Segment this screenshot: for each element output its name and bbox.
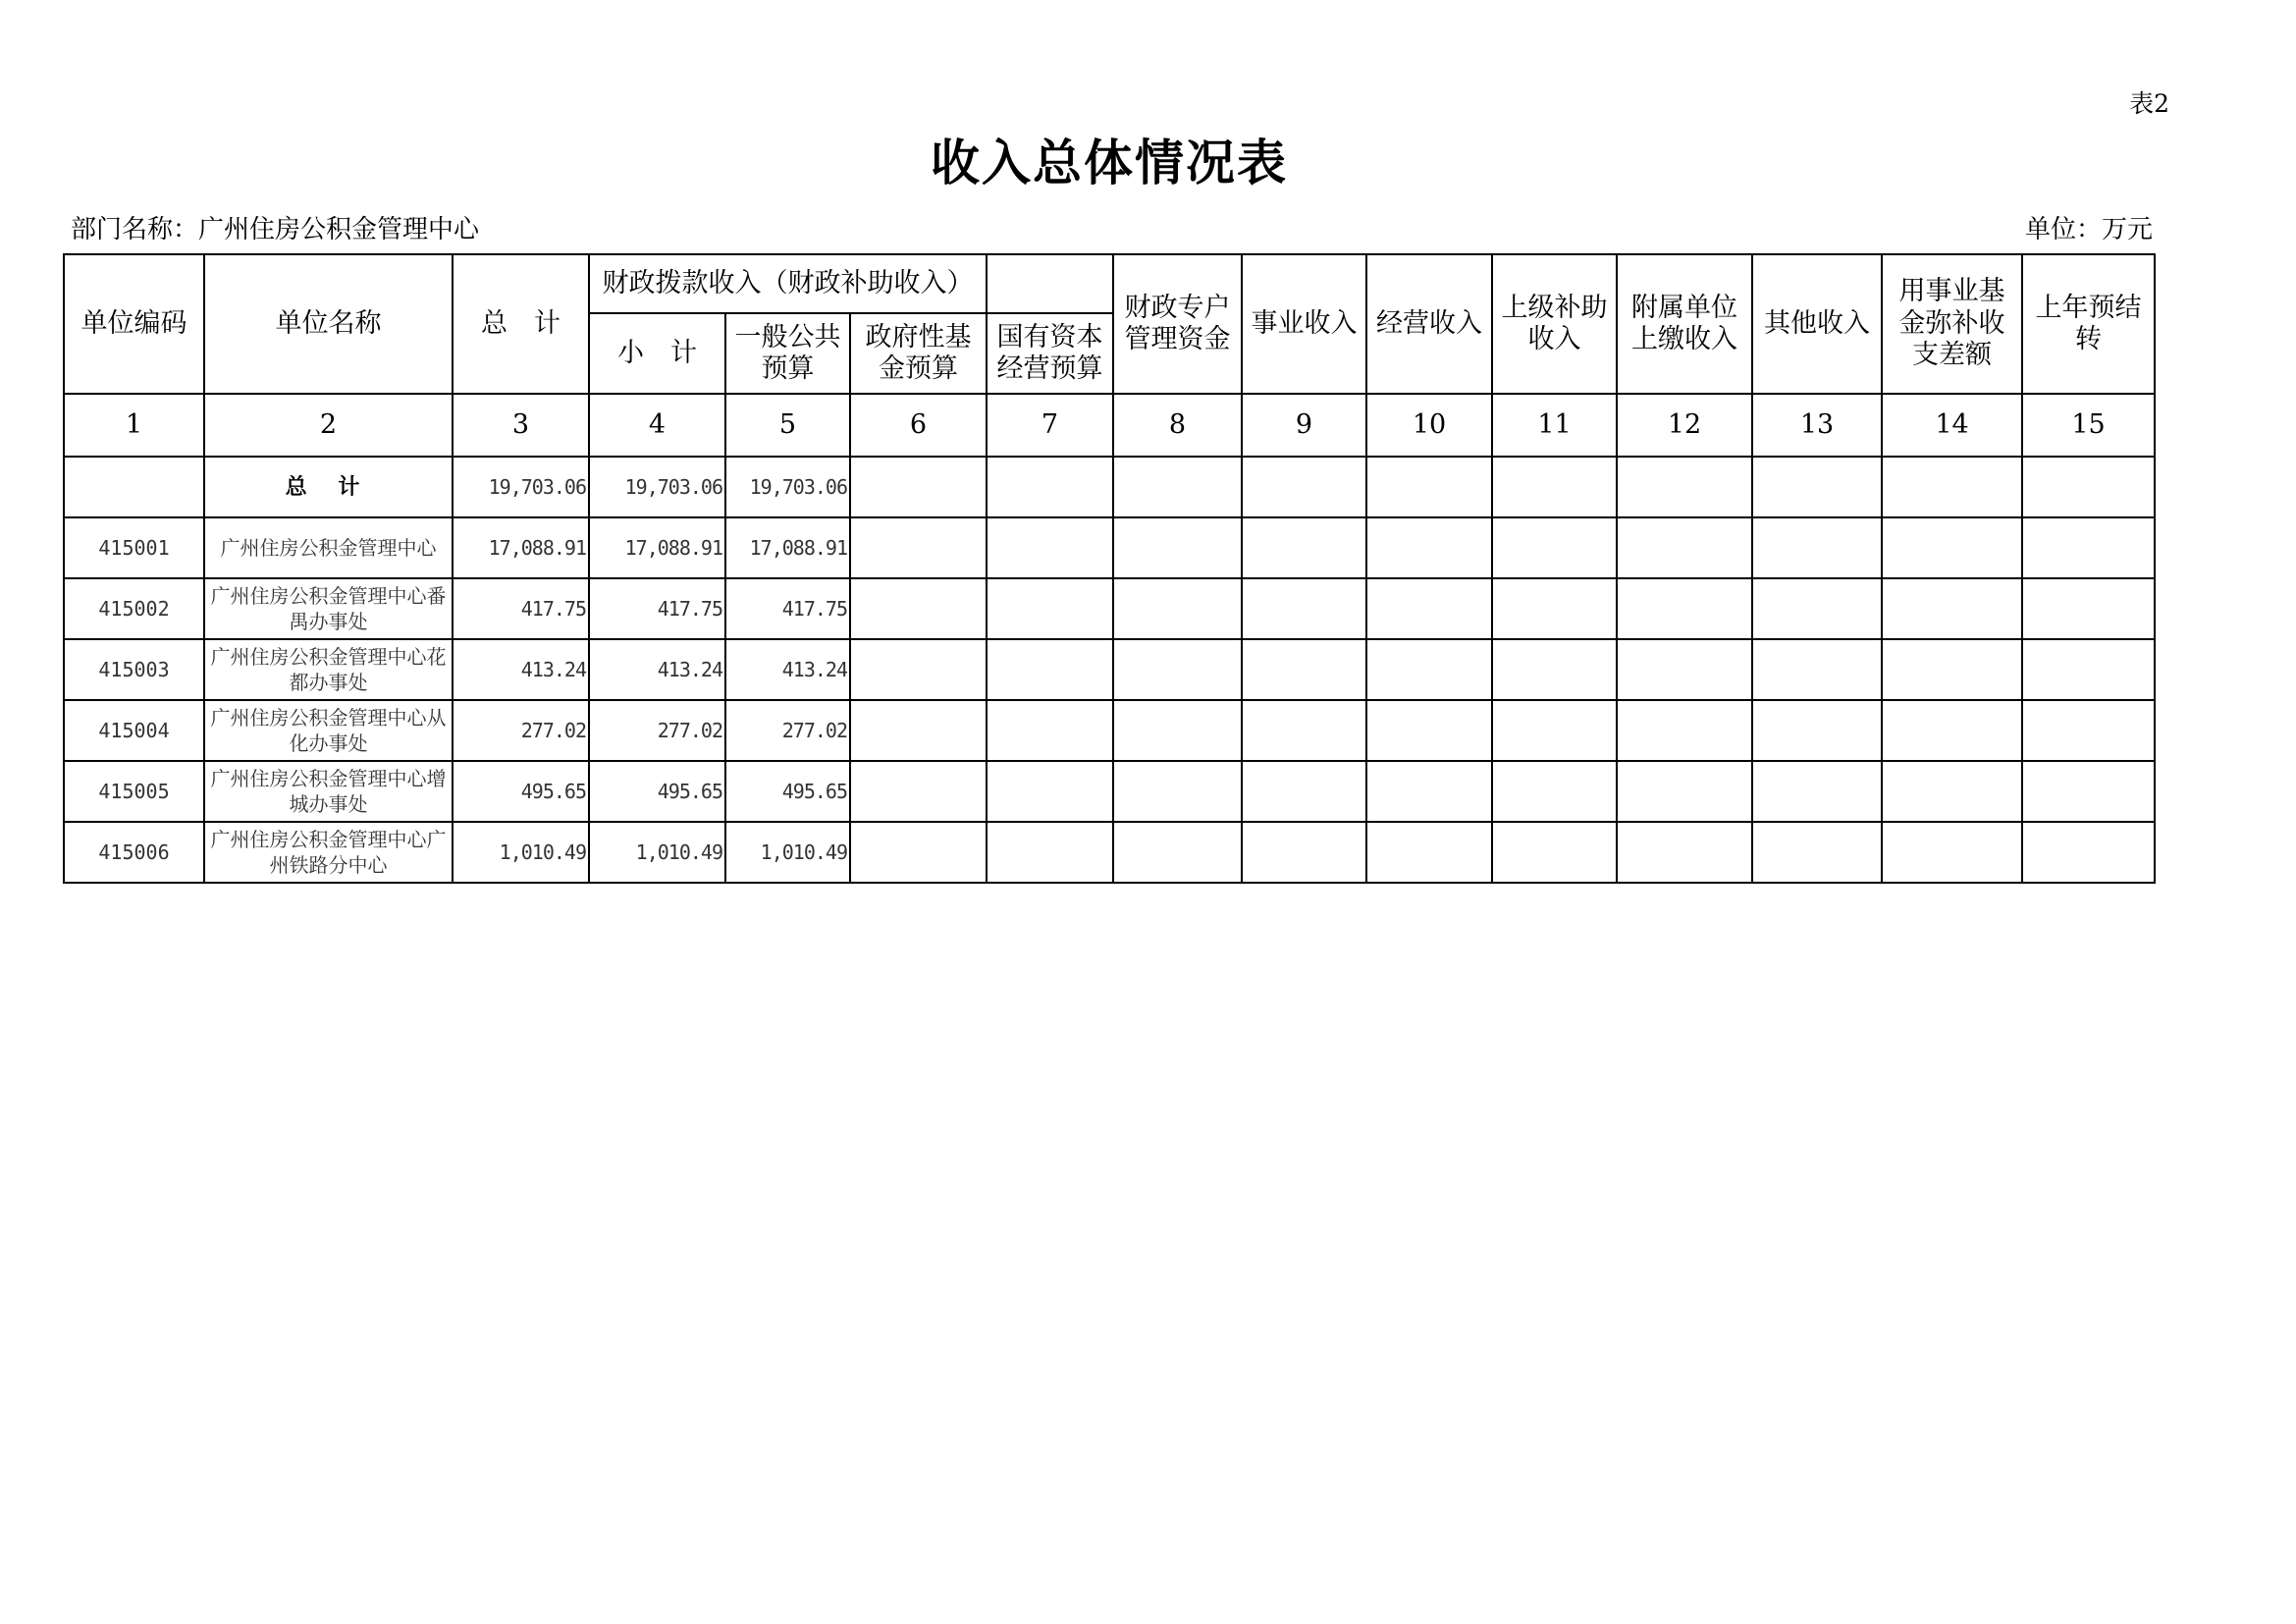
- header-affiliate-income: 附属单位上缴收入: [1617, 254, 1752, 394]
- header-general-budget: 一般公共预算: [725, 313, 850, 394]
- cell-general-budget: 417.75: [725, 578, 850, 639]
- cell-name: 广州住房公积金管理中心广州铁路分中心: [204, 822, 453, 883]
- cell-total: 1,010.49: [453, 822, 589, 883]
- cell-name: 总 计: [204, 457, 453, 517]
- header-subtotal: 小 计: [589, 313, 725, 394]
- cell-empty: [1752, 822, 1882, 883]
- cell-empty: [1242, 457, 1366, 517]
- column-index-row: [64, 394, 2155, 457]
- cell-total: 495.65: [453, 761, 589, 822]
- cell-empty: [1242, 517, 1366, 578]
- cell-empty: [850, 822, 987, 883]
- cell-name: 广州住房公积金管理中心从化办事处: [204, 700, 453, 761]
- cell-empty: [2022, 639, 2155, 700]
- cell-empty: [1113, 517, 1242, 578]
- cell-code: 415006: [64, 822, 204, 883]
- cell-general-budget: 19,703.06: [725, 457, 850, 517]
- column-index: 3: [453, 394, 589, 457]
- header-business-income: 事业收入: [1242, 254, 1366, 394]
- cell-empty: [987, 457, 1113, 517]
- cell-empty: [1617, 517, 1752, 578]
- cell-empty: [1366, 578, 1492, 639]
- cell-empty: [1113, 761, 1242, 822]
- cell-empty: [1242, 761, 1366, 822]
- cell-empty: [1752, 761, 1882, 822]
- cell-empty: [1617, 700, 1752, 761]
- cell-name: 广州住房公积金管理中心: [204, 517, 453, 578]
- cell-total: 417.75: [453, 578, 589, 639]
- cell-empty: [1882, 822, 2022, 883]
- cell-subtotal: 417.75: [589, 578, 725, 639]
- header-operating-income: 经营收入: [1366, 254, 1492, 394]
- cell-general-budget: 17,088.91: [725, 517, 850, 578]
- cell-empty: [1113, 639, 1242, 700]
- header-total: 总 计: [453, 254, 589, 394]
- column-index: 4: [589, 394, 725, 457]
- table-row-total: [64, 457, 2155, 517]
- column-index: 2: [204, 394, 453, 457]
- column-index: 13: [1752, 394, 1882, 457]
- cell-empty: [850, 578, 987, 639]
- cell-empty: [1752, 700, 1882, 761]
- header-state-capital-top: [987, 254, 1113, 313]
- cell-empty: [1882, 457, 2022, 517]
- cell-code: 415002: [64, 578, 204, 639]
- cell-subtotal: 19,703.06: [589, 457, 725, 517]
- cell-empty: [1882, 578, 2022, 639]
- cell-subtotal: 413.24: [589, 639, 725, 700]
- cell-empty: [2022, 578, 2155, 639]
- cell-empty: [1366, 700, 1492, 761]
- cell-empty: [850, 639, 987, 700]
- cell-empty: [1882, 517, 2022, 578]
- cell-empty: [2022, 761, 2155, 822]
- cell-empty: [1242, 700, 1366, 761]
- cell-empty: [1752, 457, 1882, 517]
- cell-general-budget: 277.02: [725, 700, 850, 761]
- cell-empty: [1366, 457, 1492, 517]
- cell-empty: [1617, 457, 1752, 517]
- table-row: [64, 578, 2155, 639]
- cell-empty: [987, 700, 1113, 761]
- cell-empty: [1752, 517, 1882, 578]
- cell-empty: [1492, 517, 1617, 578]
- header-code: 单位编码: [64, 254, 204, 394]
- cell-empty: [1366, 517, 1492, 578]
- income-summary-table: [63, 253, 2156, 884]
- cell-name: 广州住房公积金管理中心增城办事处: [204, 761, 453, 822]
- cell-empty: [1617, 822, 1752, 883]
- cell-empty: [1492, 578, 1617, 639]
- cell-empty: [1492, 639, 1617, 700]
- cell-empty: [1882, 761, 2022, 822]
- column-index: 1: [64, 394, 204, 457]
- header-other-income: 其他收入: [1752, 254, 1882, 394]
- cell-empty: [987, 761, 1113, 822]
- cell-code: 415005: [64, 761, 204, 822]
- column-index: 9: [1242, 394, 1366, 457]
- header-name: 单位名称: [204, 254, 453, 394]
- column-index: 14: [1882, 394, 2022, 457]
- header-gov-fund: 政府性基金预算: [850, 313, 987, 394]
- header-carryover: 上年预结转: [2022, 254, 2155, 394]
- cell-empty: [1366, 761, 1492, 822]
- cell-empty: [2022, 517, 2155, 578]
- header-state-capital: 国有资本经营预算: [987, 313, 1113, 394]
- cell-total: 413.24: [453, 639, 589, 700]
- unit-label: 单位：万元: [2024, 215, 2153, 244]
- cell-empty: [1617, 639, 1752, 700]
- column-index: 8: [1113, 394, 1242, 457]
- cell-name: 广州住房公积金管理中心花都办事处: [204, 639, 453, 700]
- cell-name: 广州住房公积金管理中心番禺办事处: [204, 578, 453, 639]
- cell-empty: [2022, 457, 2155, 517]
- cell-code: 415001: [64, 517, 204, 578]
- column-index: 15: [2022, 394, 2155, 457]
- cell-empty: [1617, 761, 1752, 822]
- header-superior-subsidy: 上级补助收入: [1492, 254, 1617, 394]
- cell-empty: [850, 457, 987, 517]
- cell-empty: [1113, 578, 1242, 639]
- table-row: [64, 639, 2155, 700]
- table-number: 表2: [2129, 89, 2169, 118]
- cell-empty: [987, 822, 1113, 883]
- cell-empty: [1752, 578, 1882, 639]
- table-row: [64, 822, 2155, 883]
- cell-subtotal: 17,088.91: [589, 517, 725, 578]
- cell-empty: [1617, 578, 1752, 639]
- cell-empty: [850, 761, 987, 822]
- column-index: 7: [987, 394, 1113, 457]
- table-row: [64, 761, 2155, 822]
- table-row: [64, 517, 2155, 578]
- cell-empty: [850, 517, 987, 578]
- cell-empty: [1242, 639, 1366, 700]
- cell-general-budget: 413.24: [725, 639, 850, 700]
- header-fund-offset: 用事业基金弥补收支差额: [1882, 254, 2022, 394]
- cell-general-budget: 1,010.49: [725, 822, 850, 883]
- cell-empty: [1492, 822, 1617, 883]
- cell-empty: [1882, 639, 2022, 700]
- column-index: 5: [725, 394, 850, 457]
- cell-code: [64, 457, 204, 517]
- cell-empty: [987, 517, 1113, 578]
- cell-empty: [1242, 822, 1366, 883]
- cell-subtotal: 1,010.49: [589, 822, 725, 883]
- cell-total: 19,703.06: [453, 457, 589, 517]
- header-fiscal-special: 财政专户管理资金: [1113, 254, 1242, 394]
- cell-empty: [2022, 822, 2155, 883]
- cell-empty: [987, 639, 1113, 700]
- cell-empty: [1882, 700, 2022, 761]
- header-fiscal-group: 财政拨款收入（财政补助收入）: [589, 254, 987, 313]
- column-index: 12: [1617, 394, 1752, 457]
- page-title: 收入总体情况表: [931, 134, 1288, 191]
- cell-empty: [1113, 700, 1242, 761]
- cell-empty: [1113, 457, 1242, 517]
- cell-empty: [1492, 700, 1617, 761]
- cell-empty: [1366, 822, 1492, 883]
- cell-empty: [987, 578, 1113, 639]
- cell-empty: [1113, 822, 1242, 883]
- column-index: 10: [1366, 394, 1492, 457]
- column-index: 11: [1492, 394, 1617, 457]
- cell-code: 415003: [64, 639, 204, 700]
- cell-subtotal: 495.65: [589, 761, 725, 822]
- cell-total: 277.02: [453, 700, 589, 761]
- cell-subtotal: 277.02: [589, 700, 725, 761]
- cell-empty: [850, 700, 987, 761]
- department-name: 部门名称：广州住房公积金管理中心: [71, 215, 480, 244]
- column-index: 6: [850, 394, 987, 457]
- cell-general-budget: 495.65: [725, 761, 850, 822]
- cell-total: 17,088.91: [453, 517, 589, 578]
- cell-empty: [1366, 639, 1492, 700]
- cell-empty: [1752, 639, 1882, 700]
- cell-empty: [1492, 457, 1617, 517]
- cell-empty: [1242, 578, 1366, 639]
- cell-empty: [1492, 761, 1617, 822]
- table-row: [64, 700, 2155, 761]
- cell-empty: [2022, 700, 2155, 761]
- cell-code: 415004: [64, 700, 204, 761]
